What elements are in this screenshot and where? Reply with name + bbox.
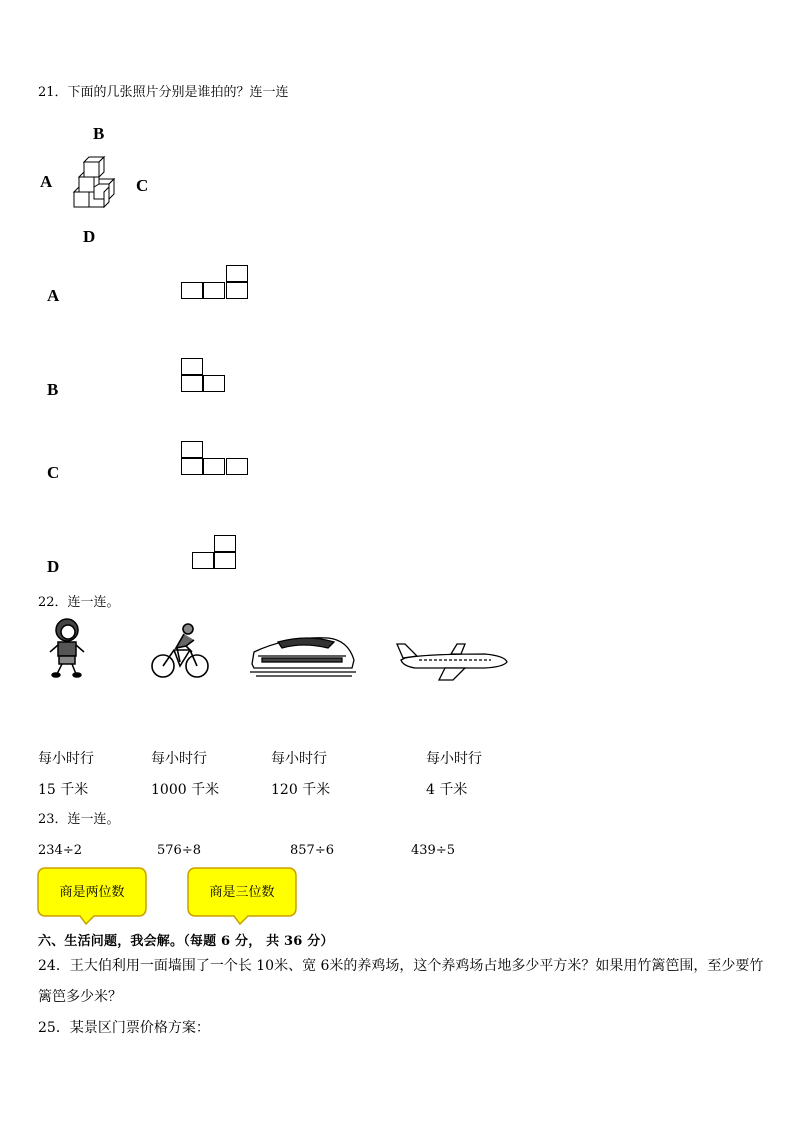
diagram-label-bottom: D xyxy=(83,227,96,246)
bubble-two-digit: 商是两位数 xyxy=(36,866,148,926)
speed-value-4: 4 千米 xyxy=(426,782,468,798)
view-label-a: A xyxy=(47,286,60,305)
cyclist-icon xyxy=(150,622,210,680)
diagram-label-left: A xyxy=(40,172,53,191)
view-label-b: B xyxy=(47,380,59,399)
bubble-three-digit: 商是三位数 xyxy=(186,866,298,926)
q25-title: 25．某景区门票价格方案： xyxy=(38,1020,210,1036)
speed-value-1: 15 千米 xyxy=(38,782,89,798)
view-label-d: D xyxy=(47,557,60,576)
speed-label-4: 每小时行 xyxy=(426,751,482,767)
person-walking-icon xyxy=(46,616,88,678)
section-6-heading: 六、生活问题，我会解。（每题 6 分， 共 36 分） xyxy=(38,934,334,949)
diagram-label-top: B xyxy=(93,124,105,143)
view-label-c: C xyxy=(47,463,60,482)
q21-title: 21．下面的几张照片分别是谁拍的？连一连 xyxy=(38,85,289,100)
stacked-cubes-figure xyxy=(70,155,122,211)
expression-2: 576÷8 xyxy=(157,843,201,858)
expression-3: 857÷6 xyxy=(290,843,334,858)
train-icon xyxy=(248,630,358,680)
expression-1: 234÷2 xyxy=(38,843,82,858)
speed-label-3: 每小时行 xyxy=(271,751,327,767)
speed-value-2: 1000 千米 xyxy=(151,782,220,798)
q22-title: 22．连一连。 xyxy=(38,595,120,610)
q23-title: 23．连一连。 xyxy=(38,812,120,827)
speed-label-2: 每小时行 xyxy=(151,751,207,767)
speed-value-3: 120 千米 xyxy=(271,782,331,798)
speed-label-1: 每小时行 xyxy=(38,751,94,767)
diagram-label-right: C xyxy=(136,176,149,195)
expression-4: 439÷5 xyxy=(411,843,455,858)
airplane-icon xyxy=(395,638,511,682)
q24-text: 24．王大伯利用一面墙围了一个长 10米、宽 6米的养鸡场，这个养鸡场占地多少平方米？如果用竹篱笆围，至少要竹 篱笆多少米？ xyxy=(38,958,764,1005)
